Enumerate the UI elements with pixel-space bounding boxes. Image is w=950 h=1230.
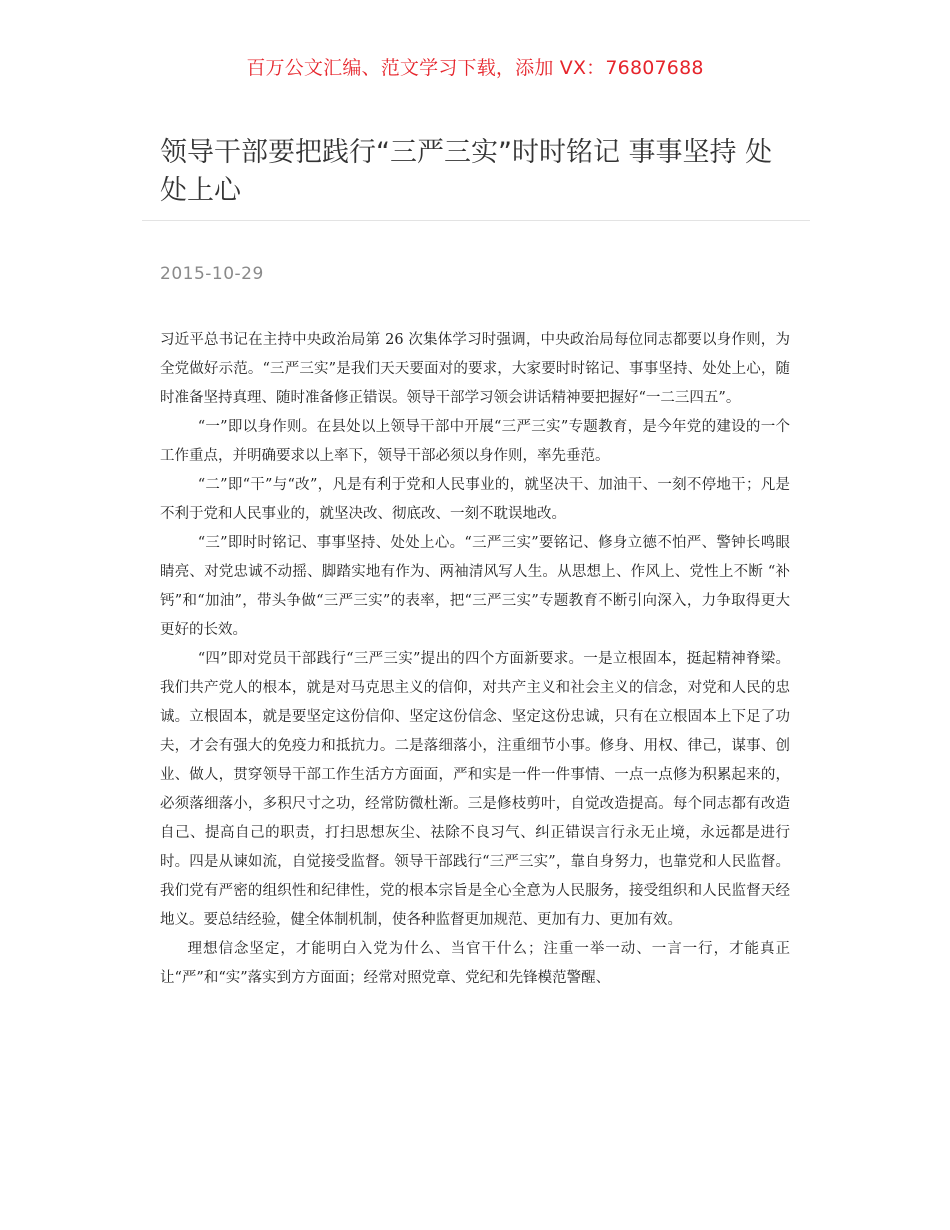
article-title: 领导干部要把践行“三严三实”时时铭记 事事坚持 处处上心	[160, 137, 773, 206]
title-divider	[142, 220, 810, 221]
article-paragraph: “三”即时时铭记、事事坚持、处处上心。“三严三实”要铭记、修身立德不怕严、警钟长鸣眼睛亮、对党忠诚不动摇、脚踏实地有作为、两袖清风写人生。从思想上、作风上、党性上不断 “补钙”和“加油”，带头争做“三严三实”的表率，把“三严三实”专题教育不断引向深入，力争取得更大更好的长效。	[160, 535, 790, 638]
article-paragraph: “一”即以身作则。在县处以上领导干部中开展“三严三实”专题教育，是今年党的建设的一个工作重点，并明确要求以上率下，领导干部必须以身作则，率先垂范。	[160, 419, 790, 464]
article-body	[160, 326, 790, 993]
article-paragraph: 理想信念坚定，才能明白入党为什么、当官干什么；注重一举一动、一言一行，才能真正让“严”和“实”落实到方方面面；经常对照党章、党纪和先锋模范警醒、	[160, 941, 790, 986]
article-paragraph: “二”即“干”与“改”，凡是有利于党和人民事业的，就坚决干、加油干、一刻不停地干；凡是不利于党和人民事业的，就坚决改、彻底改、一刻不耽误地改。	[160, 477, 790, 522]
article-paragraph: 习近平总书记在主持中央政治局第 26 次集体学习时强调，中央政治局每位同志都要以身作则，为全党做好示范。“三严三实”是我们天天要面对的要求，大家要时时铭记、事事坚持、处处上心，随时准备坚持真理、随时准备修正错误。领导干部学习领会讲话精神要把握好“一二三四五”。	[160, 332, 790, 406]
promo-banner: 百万公文汇编、范文学习下载，添加 VX：76807688	[246, 57, 704, 79]
article-paragraph: “四”即对党员干部践行“三严三实”提出的四个方面新要求。一是立根固本，挺起精神脊梁。我们共产党人的根本，就是对马克思主义的信仰，对共产主义和社会主义的信念，对党和人民的忠诚。立根固本，就是要坚定这份信仰、坚定这份信念、坚定这份忠诚，只有在立根固本上下足了功夫，才会有强大的免疫力和抵抗力。二是落细落小，注重细节小事。修身、用权、律己，谋事、创业、做人，贯穿领导干部工作生活方方面面，严和实是一件一件事情、一点一点修为积累起来的，必须落细落小，多积尺寸之功，经常防微杜渐。三是修枝剪叶，自觉改造提高。每个同志都有改造自己、提高自己的职责，打扫思想灰尘、祛除不良习气、纠正错误言行永无止境，永远都是进行时。四是从谏如流，自觉接受监督。领导干部践行“三严三实”，靠自身努力，也靠党和人民监督。我们党有严密的组织性和纪律性，党的根本宗旨是全心全意为人民服务，接受组织和人民监督天经地义。要总结经验，健全体制机制，使各种监督更加规范、更加有力、更加有效。	[160, 651, 790, 928]
publish-date: 2015-10-29	[160, 264, 264, 284]
